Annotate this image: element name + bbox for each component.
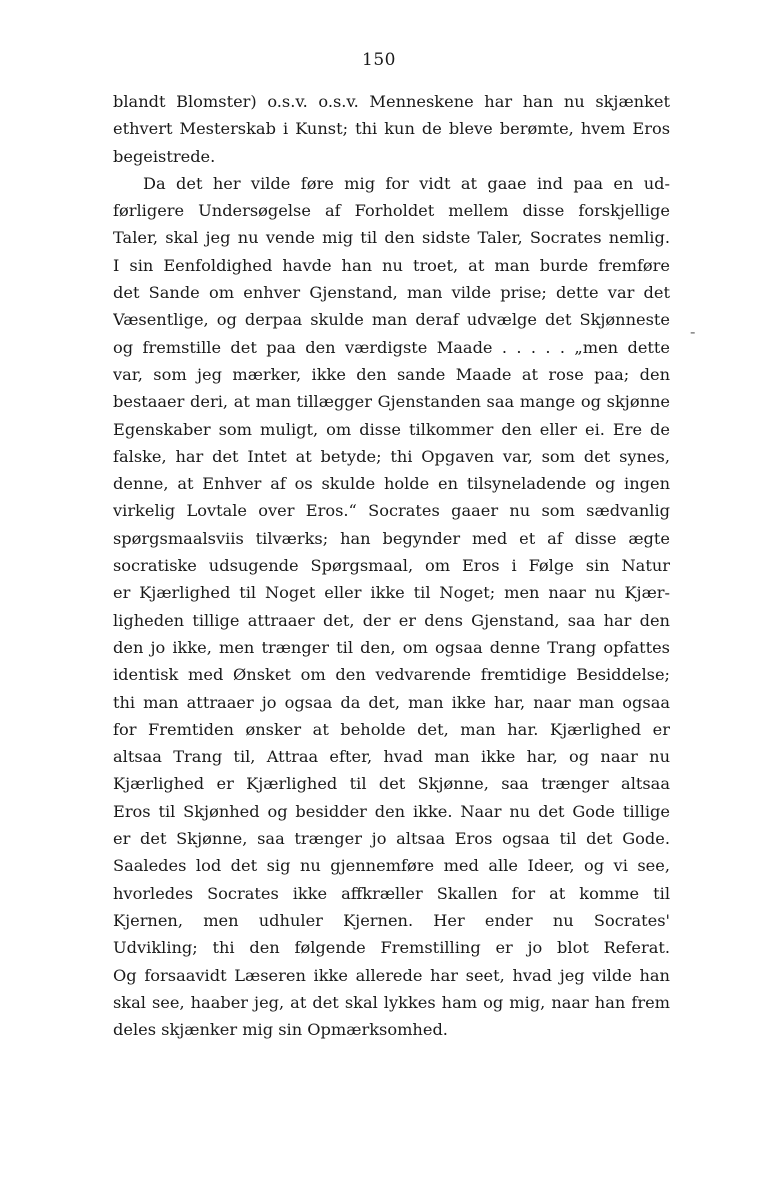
- text-line: ligheden tillige attraaer det, der er dens Gjenstand, saa har den: [113, 610, 670, 630]
- text-line: blandt Blomster) o.s.v. o.s.v. Menneskene har han nu skjænket: [113, 92, 670, 111]
- text-line: thi man attraaer jo ogsaa da det, man ikke har, naar man ogsaa: [113, 692, 670, 712]
- text-line: socratiske udsugende Spørgsmaal, om Eros i Følge sin Natur: [113, 556, 670, 576]
- text-line: falske, har det Intet at betyde; thi Opgaven var, som det synes,: [113, 446, 670, 466]
- text-line: ethvert Mesterskab i Kunst; thi kun de bleve berømte, hvem Eros: [113, 119, 670, 139]
- text-line: skal see, haaber jeg, at det skal lykkes ham og mig, naar han frem: [113, 992, 670, 1012]
- margin-mark: -: [690, 322, 696, 341]
- text-line: bestaaer deri, at man tillægger Gjenstanden saa mange og skjønne: [113, 392, 670, 412]
- text-line: Da det her vilde føre mig for vidt at gaae ind paa en ud-: [143, 173, 670, 193]
- page-number: 150: [362, 50, 396, 70]
- text-line: I sin Eenfoldighed havde han nu troet, at man burde fremføre: [113, 255, 670, 275]
- text-line: det Sande om enhver Gjenstand, man vilde prise; dette var det: [113, 283, 670, 303]
- text-line: begeistrede.: [113, 146, 216, 166]
- text-line: var, som jeg mærker, ikke den sande Maade at rose paa; den: [113, 364, 670, 384]
- text-line: spørgsmaalsviis tilværks; han begynder med et af disse ægte: [113, 528, 670, 548]
- text-line: er Kjærlighed til Noget eller ikke til Noget; men naar nu Kjær-: [113, 583, 670, 603]
- text-line: Taler, skal jeg nu vende mig til den sidste Taler, Socrates nemlig.: [113, 228, 670, 248]
- text-line: Eros til Skjønhed og besidder den ikke. Naar nu det Gode tillige: [113, 801, 670, 821]
- text-line: virkelig Lovtale over Eros.“ Socrates gaaer nu som sædvanlig: [113, 501, 670, 521]
- text-line: Væsentlige, og derpaa skulde man deraf udvælge det Skjønneste: [113, 310, 670, 330]
- text-line: Og forsaavidt Læseren ikke allerede har seet, hvad jeg vilde han: [113, 965, 670, 985]
- text-line: deles skjænker mig sin Opmærksomhed.: [113, 1020, 448, 1040]
- text-line: identisk med Ønsket om den vedvarende fremtidige Besiddelse;: [113, 665, 670, 685]
- text-line: Egenskaber som muligt, om disse tilkommer den eller ei. Ere de: [113, 419, 670, 439]
- text-line: Kjærlighed er Kjærlighed til det Skjønne, saa trænger altsaa: [113, 774, 670, 794]
- text-line: Kjernen, men udhuler Kjernen. Her ender nu Socrates': [113, 910, 670, 930]
- text-line: denne, at Enhver af os skulde holde en tilsyneladende og ingen: [113, 474, 670, 494]
- text-line: hvorledes Socrates ikke affkræller Skallen for at komme til: [113, 883, 670, 903]
- text-line: førligere Undersøgelse af Forholdet mellem disse forskjellige: [113, 201, 670, 221]
- text-line: altsaa Trang til, Attraa efter, hvad man ikke har, og naar nu: [113, 747, 670, 767]
- body-text: [113, 88, 670, 1043]
- text-line: og fremstille det paa den værdigste Maade . . . . . „men dette: [113, 337, 670, 357]
- text-line: for Fremtiden ønsker at beholde det, man har. Kjærlighed er: [113, 719, 670, 739]
- text-line: er det Skjønne, saa trænger jo altsaa Eros ogsaa til det Gode.: [113, 829, 670, 849]
- text-line: den jo ikke, men trænger til den, om ogsaa denne Trang opfattes: [113, 637, 670, 657]
- text-line: Saaledes lod det sig nu gjennemføre med alle Ideer, og vi see,: [113, 856, 670, 876]
- text-line: Udvikling; thi den følgende Fremstilling er jo blot Referat.: [113, 938, 670, 958]
